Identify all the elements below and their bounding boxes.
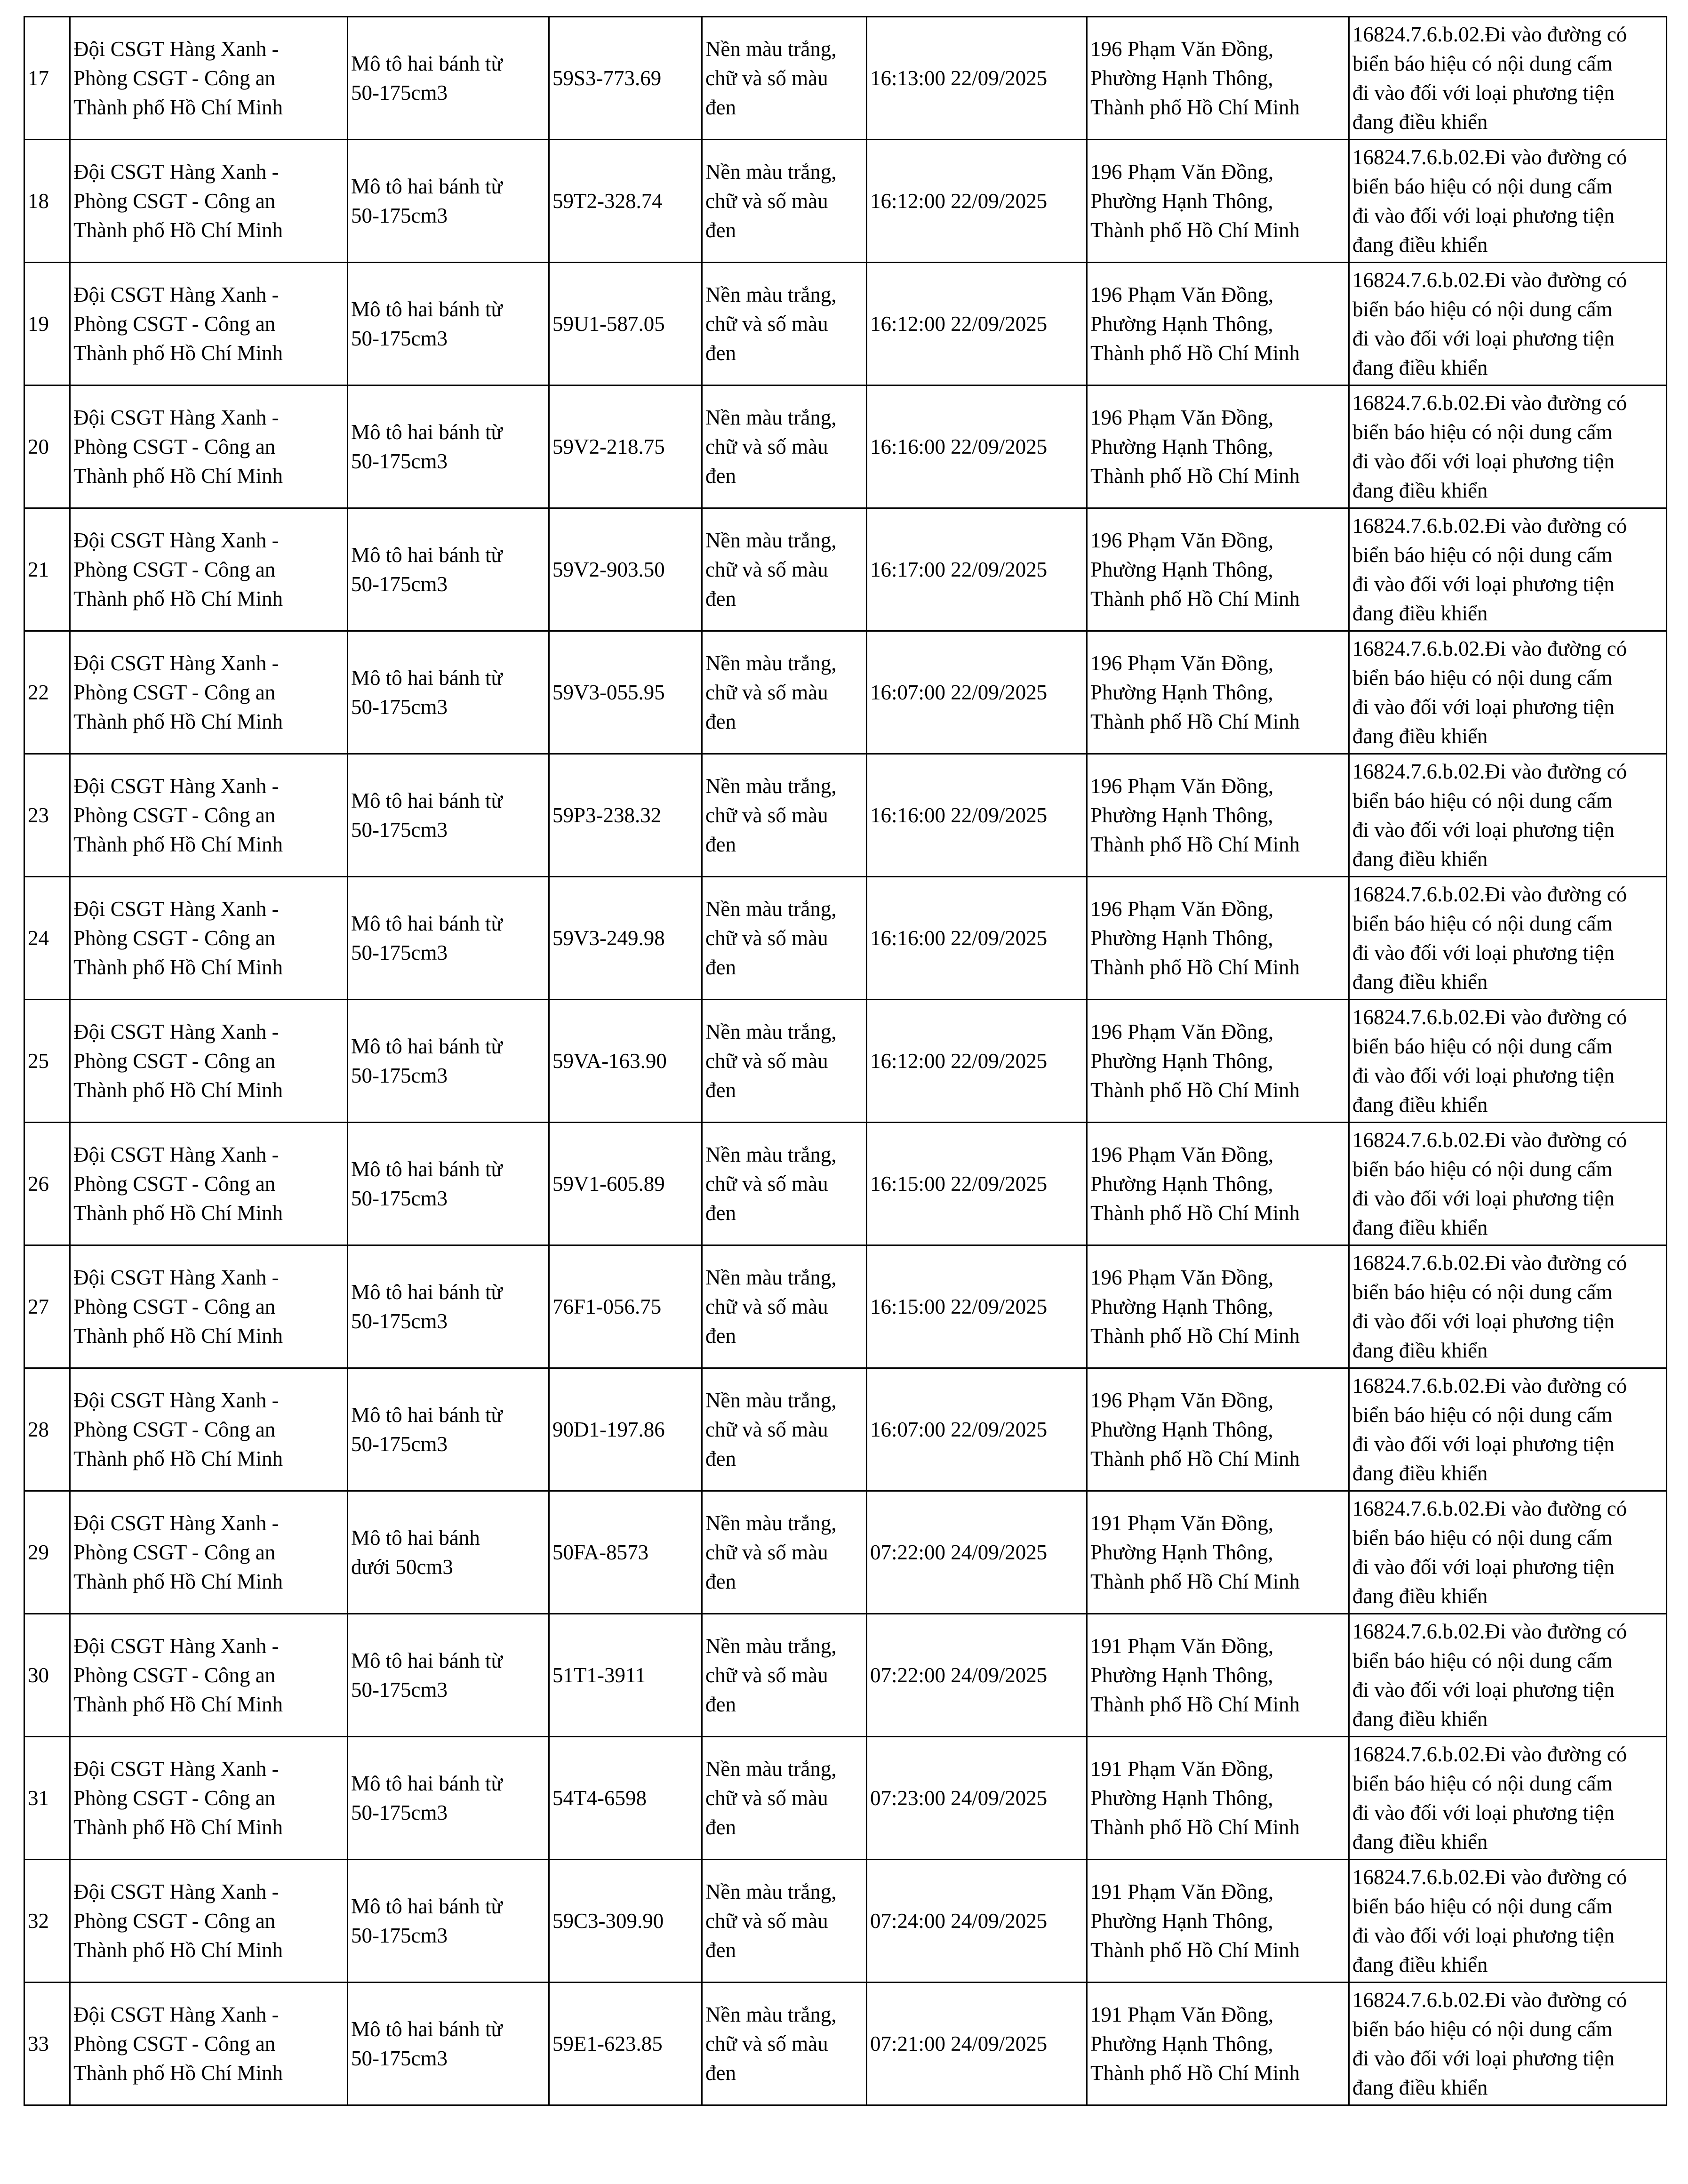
license-plate-cell: 59C3-309.90 bbox=[549, 1860, 702, 1983]
enforcement-unit-cell: Đội CSGT Hàng Xanh - Phòng CSGT - Công an Thành phố Hồ Chí Minh bbox=[70, 263, 348, 385]
violation-description-cell: 16824.7.6.b.02.Đi vào đường có biển báo hiệu có nội dung cấm đi vào đối với loại phương tiện đang điều khiển bbox=[1349, 508, 1667, 631]
license-plate-cell: 50FA-8573 bbox=[549, 1491, 702, 1614]
table-row bbox=[24, 1860, 1667, 1983]
row-number: 23 bbox=[24, 754, 70, 877]
plate-color-cell: Nền màu trắng, chữ và số màu đen bbox=[702, 1123, 867, 1245]
violations-table bbox=[24, 16, 1667, 2106]
violation-time-cell: 16:16:00 22/09/2025 bbox=[867, 877, 1087, 1000]
plate-color-cell: Nền màu trắng, chữ và số màu đen bbox=[702, 263, 867, 385]
violation-description-cell: 16824.7.6.b.02.Đi vào đường có biển báo hiệu có nội dung cấm đi vào đối với loại phương tiện đang điều khiển bbox=[1349, 1737, 1667, 1860]
violation-location-cell: 196 Phạm Văn Đồng, Phường Hạnh Thông, Thành phố Hồ Chí Minh bbox=[1087, 140, 1349, 263]
plate-color-cell: Nền màu trắng, chữ và số màu đen bbox=[702, 1737, 867, 1860]
violation-description-cell: 16824.7.6.b.02.Đi vào đường có biển báo hiệu có nội dung cấm đi vào đối với loại phương tiện đang điều khiển bbox=[1349, 385, 1667, 508]
table-row bbox=[24, 877, 1667, 1000]
violation-time-cell: 16:13:00 22/09/2025 bbox=[867, 17, 1087, 140]
violation-location-cell: 196 Phạm Văn Đồng, Phường Hạnh Thông, Thành phố Hồ Chí Minh bbox=[1087, 877, 1349, 1000]
row-number: 21 bbox=[24, 508, 70, 631]
enforcement-unit-cell: Đội CSGT Hàng Xanh - Phòng CSGT - Công an Thành phố Hồ Chí Minh bbox=[70, 1245, 348, 1368]
violation-location-cell: 196 Phạm Văn Đồng, Phường Hạnh Thông, Thành phố Hồ Chí Minh bbox=[1087, 263, 1349, 385]
violation-time-cell: 16:16:00 22/09/2025 bbox=[867, 385, 1087, 508]
vehicle-type-cell: Mô tô hai bánh từ 50-175cm3 bbox=[348, 1368, 549, 1491]
table-row bbox=[24, 1245, 1667, 1368]
violation-description-cell: 16824.7.6.b.02.Đi vào đường có biển báo hiệu có nội dung cấm đi vào đối với loại phương tiện đang điều khiển bbox=[1349, 877, 1667, 1000]
table-row bbox=[24, 1491, 1667, 1614]
table-row bbox=[24, 1737, 1667, 1860]
enforcement-unit-cell: Đội CSGT Hàng Xanh - Phòng CSGT - Công an Thành phố Hồ Chí Minh bbox=[70, 631, 348, 754]
plate-color-cell: Nền màu trắng, chữ và số màu đen bbox=[702, 508, 867, 631]
violation-time-cell: 07:22:00 24/09/2025 bbox=[867, 1614, 1087, 1737]
license-plate-cell: 59T2-328.74 bbox=[549, 140, 702, 263]
table-row bbox=[24, 263, 1667, 385]
table-row bbox=[24, 140, 1667, 263]
plate-color-cell: Nền màu trắng, chữ và số màu đen bbox=[702, 1245, 867, 1368]
violation-location-cell: 196 Phạm Văn Đồng, Phường Hạnh Thông, Thành phố Hồ Chí Minh bbox=[1087, 1368, 1349, 1491]
plate-color-cell: Nền màu trắng, chữ và số màu đen bbox=[702, 1368, 867, 1491]
license-plate-cell: 59U1-587.05 bbox=[549, 263, 702, 385]
enforcement-unit-cell: Đội CSGT Hàng Xanh - Phòng CSGT - Công an Thành phố Hồ Chí Minh bbox=[70, 1000, 348, 1123]
violation-time-cell: 16:15:00 22/09/2025 bbox=[867, 1123, 1087, 1245]
table-row bbox=[24, 17, 1667, 140]
vehicle-type-cell: Mô tô hai bánh từ 50-175cm3 bbox=[348, 877, 549, 1000]
row-number: 30 bbox=[24, 1614, 70, 1737]
row-number: 17 bbox=[24, 17, 70, 140]
license-plate-cell: 59V3-055.95 bbox=[549, 631, 702, 754]
violation-location-cell: 196 Phạm Văn Đồng, Phường Hạnh Thông, Thành phố Hồ Chí Minh bbox=[1087, 754, 1349, 877]
violation-time-cell: 16:17:00 22/09/2025 bbox=[867, 508, 1087, 631]
violation-location-cell: 191 Phạm Văn Đồng, Phường Hạnh Thông, Thành phố Hồ Chí Minh bbox=[1087, 1491, 1349, 1614]
vehicle-type-cell: Mô tô hai bánh từ 50-175cm3 bbox=[348, 1737, 549, 1860]
vehicle-type-cell: Mô tô hai bánh dưới 50cm3 bbox=[348, 1491, 549, 1614]
violation-description-cell: 16824.7.6.b.02.Đi vào đường có biển báo hiệu có nội dung cấm đi vào đối với loại phương tiện đang điều khiển bbox=[1349, 754, 1667, 877]
violation-location-cell: 191 Phạm Văn Đồng, Phường Hạnh Thông, Thành phố Hồ Chí Minh bbox=[1087, 1737, 1349, 1860]
row-number: 27 bbox=[24, 1245, 70, 1368]
vehicle-type-cell: Mô tô hai bánh từ 50-175cm3 bbox=[348, 1123, 549, 1245]
license-plate-cell: 59V2-218.75 bbox=[549, 385, 702, 508]
plate-color-cell: Nền màu trắng, chữ và số màu đen bbox=[702, 1614, 867, 1737]
enforcement-unit-cell: Đội CSGT Hàng Xanh - Phòng CSGT - Công an Thành phố Hồ Chí Minh bbox=[70, 877, 348, 1000]
vehicle-type-cell: Mô tô hai bánh từ 50-175cm3 bbox=[348, 508, 549, 631]
plate-color-cell: Nền màu trắng, chữ và số màu đen bbox=[702, 17, 867, 140]
row-number: 26 bbox=[24, 1123, 70, 1245]
violation-time-cell: 16:12:00 22/09/2025 bbox=[867, 1000, 1087, 1123]
enforcement-unit-cell: Đội CSGT Hàng Xanh - Phòng CSGT - Công an Thành phố Hồ Chí Minh bbox=[70, 1860, 348, 1983]
violation-description-cell: 16824.7.6.b.02.Đi vào đường có biển báo hiệu có nội dung cấm đi vào đối với loại phương tiện đang điều khiển bbox=[1349, 1123, 1667, 1245]
table-row bbox=[24, 508, 1667, 631]
violation-location-cell: 191 Phạm Văn Đồng, Phường Hạnh Thông, Thành phố Hồ Chí Minh bbox=[1087, 1983, 1349, 2105]
violation-description-cell: 16824.7.6.b.02.Đi vào đường có biển báo hiệu có nội dung cấm đi vào đối với loại phương tiện đang điều khiển bbox=[1349, 1983, 1667, 2105]
row-number: 24 bbox=[24, 877, 70, 1000]
enforcement-unit-cell: Đội CSGT Hàng Xanh - Phòng CSGT - Công an Thành phố Hồ Chí Minh bbox=[70, 1368, 348, 1491]
row-number: 32 bbox=[24, 1860, 70, 1983]
violation-description-cell: 16824.7.6.b.02.Đi vào đường có biển báo hiệu có nội dung cấm đi vào đối với loại phương tiện đang điều khiển bbox=[1349, 1245, 1667, 1368]
row-number: 19 bbox=[24, 263, 70, 385]
vehicle-type-cell: Mô tô hai bánh từ 50-175cm3 bbox=[348, 1245, 549, 1368]
violation-description-cell: 16824.7.6.b.02.Đi vào đường có biển báo hiệu có nội dung cấm đi vào đối với loại phương tiện đang điều khiển bbox=[1349, 1000, 1667, 1123]
table-row bbox=[24, 385, 1667, 508]
license-plate-cell: 59VA-163.90 bbox=[549, 1000, 702, 1123]
enforcement-unit-cell: Đội CSGT Hàng Xanh - Phòng CSGT - Công an Thành phố Hồ Chí Minh bbox=[70, 508, 348, 631]
license-plate-cell: 59V3-249.98 bbox=[549, 877, 702, 1000]
vehicle-type-cell: Mô tô hai bánh từ 50-175cm3 bbox=[348, 631, 549, 754]
license-plate-cell: 51T1-3911 bbox=[549, 1614, 702, 1737]
table-row bbox=[24, 754, 1667, 877]
license-plate-cell: 90D1-197.86 bbox=[549, 1368, 702, 1491]
violation-description-cell: 16824.7.6.b.02.Đi vào đường có biển báo hiệu có nội dung cấm đi vào đối với loại phương tiện đang điều khiển bbox=[1349, 1614, 1667, 1737]
violation-location-cell: 196 Phạm Văn Đồng, Phường Hạnh Thông, Thành phố Hồ Chí Minh bbox=[1087, 385, 1349, 508]
plate-color-cell: Nền màu trắng, chữ và số màu đen bbox=[702, 1000, 867, 1123]
plate-color-cell: Nền màu trắng, chữ và số màu đen bbox=[702, 754, 867, 877]
enforcement-unit-cell: Đội CSGT Hàng Xanh - Phòng CSGT - Công an Thành phố Hồ Chí Minh bbox=[70, 1123, 348, 1245]
vehicle-type-cell: Mô tô hai bánh từ 50-175cm3 bbox=[348, 263, 549, 385]
vehicle-type-cell: Mô tô hai bánh từ 50-175cm3 bbox=[348, 17, 549, 140]
row-number: 18 bbox=[24, 140, 70, 263]
violation-time-cell: 07:21:00 24/09/2025 bbox=[867, 1983, 1087, 2105]
license-plate-cell: 59P3-238.32 bbox=[549, 754, 702, 877]
row-number: 22 bbox=[24, 631, 70, 754]
plate-color-cell: Nền màu trắng, chữ và số màu đen bbox=[702, 385, 867, 508]
violation-time-cell: 16:07:00 22/09/2025 bbox=[867, 1368, 1087, 1491]
violation-description-cell: 16824.7.6.b.02.Đi vào đường có biển báo hiệu có nội dung cấm đi vào đối với loại phương tiện đang điều khiển bbox=[1349, 17, 1667, 140]
license-plate-cell: 76F1-056.75 bbox=[549, 1245, 702, 1368]
enforcement-unit-cell: Đội CSGT Hàng Xanh - Phòng CSGT - Công an Thành phố Hồ Chí Minh bbox=[70, 385, 348, 508]
vehicle-type-cell: Mô tô hai bánh từ 50-175cm3 bbox=[348, 140, 549, 263]
vehicle-type-cell: Mô tô hai bánh từ 50-175cm3 bbox=[348, 1983, 549, 2105]
violation-time-cell: 16:12:00 22/09/2025 bbox=[867, 263, 1087, 385]
violation-description-cell: 16824.7.6.b.02.Đi vào đường có biển báo hiệu có nội dung cấm đi vào đối với loại phương tiện đang điều khiển bbox=[1349, 1860, 1667, 1983]
violation-location-cell: 191 Phạm Văn Đồng, Phường Hạnh Thông, Thành phố Hồ Chí Minh bbox=[1087, 1860, 1349, 1983]
table-row bbox=[24, 1000, 1667, 1123]
row-number: 33 bbox=[24, 1983, 70, 2105]
row-number: 25 bbox=[24, 1000, 70, 1123]
violation-location-cell: 196 Phạm Văn Đồng, Phường Hạnh Thông, Thành phố Hồ Chí Minh bbox=[1087, 17, 1349, 140]
violation-location-cell: 196 Phạm Văn Đồng, Phường Hạnh Thông, Thành phố Hồ Chí Minh bbox=[1087, 1000, 1349, 1123]
violation-time-cell: 07:24:00 24/09/2025 bbox=[867, 1860, 1087, 1983]
license-plate-cell: 59S3-773.69 bbox=[549, 17, 702, 140]
violation-location-cell: 196 Phạm Văn Đồng, Phường Hạnh Thông, Thành phố Hồ Chí Minh bbox=[1087, 631, 1349, 754]
violation-time-cell: 16:07:00 22/09/2025 bbox=[867, 631, 1087, 754]
violation-description-cell: 16824.7.6.b.02.Đi vào đường có biển báo hiệu có nội dung cấm đi vào đối với loại phương tiện đang điều khiển bbox=[1349, 263, 1667, 385]
violation-time-cell: 16:16:00 22/09/2025 bbox=[867, 754, 1087, 877]
license-plate-cell: 54T4-6598 bbox=[549, 1737, 702, 1860]
violation-description-cell: 16824.7.6.b.02.Đi vào đường có biển báo hiệu có nội dung cấm đi vào đối với loại phương tiện đang điều khiển bbox=[1349, 1368, 1667, 1491]
plate-color-cell: Nền màu trắng, chữ và số màu đen bbox=[702, 1860, 867, 1983]
row-number: 31 bbox=[24, 1737, 70, 1860]
vehicle-type-cell: Mô tô hai bánh từ 50-175cm3 bbox=[348, 385, 549, 508]
violation-description-cell: 16824.7.6.b.02.Đi vào đường có biển báo hiệu có nội dung cấm đi vào đối với loại phương tiện đang điều khiển bbox=[1349, 1491, 1667, 1614]
violation-location-cell: 196 Phạm Văn Đồng, Phường Hạnh Thông, Thành phố Hồ Chí Minh bbox=[1087, 1123, 1349, 1245]
violation-description-cell: 16824.7.6.b.02.Đi vào đường có biển báo hiệu có nội dung cấm đi vào đối với loại phương tiện đang điều khiển bbox=[1349, 631, 1667, 754]
vehicle-type-cell: Mô tô hai bánh từ 50-175cm3 bbox=[348, 1860, 549, 1983]
violation-location-cell: 191 Phạm Văn Đồng, Phường Hạnh Thông, Thành phố Hồ Chí Minh bbox=[1087, 1614, 1349, 1737]
table-row bbox=[24, 1983, 1667, 2105]
license-plate-cell: 59E1-623.85 bbox=[549, 1983, 702, 2105]
table-row bbox=[24, 1368, 1667, 1491]
vehicle-type-cell: Mô tô hai bánh từ 50-175cm3 bbox=[348, 1000, 549, 1123]
row-number: 28 bbox=[24, 1368, 70, 1491]
violation-location-cell: 196 Phạm Văn Đồng, Phường Hạnh Thông, Thành phố Hồ Chí Minh bbox=[1087, 508, 1349, 631]
plate-color-cell: Nền màu trắng, chữ và số màu đen bbox=[702, 1983, 867, 2105]
row-number: 20 bbox=[24, 385, 70, 508]
table-row bbox=[24, 631, 1667, 754]
enforcement-unit-cell: Đội CSGT Hàng Xanh - Phòng CSGT - Công an Thành phố Hồ Chí Minh bbox=[70, 1614, 348, 1737]
license-plate-cell: 59V2-903.50 bbox=[549, 508, 702, 631]
enforcement-unit-cell: Đội CSGT Hàng Xanh - Phòng CSGT - Công an Thành phố Hồ Chí Minh bbox=[70, 1737, 348, 1860]
violation-time-cell: 07:23:00 24/09/2025 bbox=[867, 1737, 1087, 1860]
vehicle-type-cell: Mô tô hai bánh từ 50-175cm3 bbox=[348, 754, 549, 877]
license-plate-cell: 59V1-605.89 bbox=[549, 1123, 702, 1245]
enforcement-unit-cell: Đội CSGT Hàng Xanh - Phòng CSGT - Công an Thành phố Hồ Chí Minh bbox=[70, 754, 348, 877]
document-page bbox=[24, 16, 1667, 2106]
vehicle-type-cell: Mô tô hai bánh từ 50-175cm3 bbox=[348, 1614, 549, 1737]
table-row bbox=[24, 1614, 1667, 1737]
row-number: 29 bbox=[24, 1491, 70, 1614]
enforcement-unit-cell: Đội CSGT Hàng Xanh - Phòng CSGT - Công an Thành phố Hồ Chí Minh bbox=[70, 140, 348, 263]
violation-location-cell: 196 Phạm Văn Đồng, Phường Hạnh Thông, Thành phố Hồ Chí Minh bbox=[1087, 1245, 1349, 1368]
violation-time-cell: 07:22:00 24/09/2025 bbox=[867, 1491, 1087, 1614]
violation-time-cell: 16:15:00 22/09/2025 bbox=[867, 1245, 1087, 1368]
violation-description-cell: 16824.7.6.b.02.Đi vào đường có biển báo hiệu có nội dung cấm đi vào đối với loại phương tiện đang điều khiển bbox=[1349, 140, 1667, 263]
plate-color-cell: Nền màu trắng, chữ và số màu đen bbox=[702, 877, 867, 1000]
plate-color-cell: Nền màu trắng, chữ và số màu đen bbox=[702, 1491, 867, 1614]
plate-color-cell: Nền màu trắng, chữ và số màu đen bbox=[702, 140, 867, 263]
table-row bbox=[24, 1123, 1667, 1245]
enforcement-unit-cell: Đội CSGT Hàng Xanh - Phòng CSGT - Công an Thành phố Hồ Chí Minh bbox=[70, 1983, 348, 2105]
enforcement-unit-cell: Đội CSGT Hàng Xanh - Phòng CSGT - Công an Thành phố Hồ Chí Minh bbox=[70, 17, 348, 140]
enforcement-unit-cell: Đội CSGT Hàng Xanh - Phòng CSGT - Công an Thành phố Hồ Chí Minh bbox=[70, 1491, 348, 1614]
plate-color-cell: Nền màu trắng, chữ và số màu đen bbox=[702, 631, 867, 754]
violation-time-cell: 16:12:00 22/09/2025 bbox=[867, 140, 1087, 263]
